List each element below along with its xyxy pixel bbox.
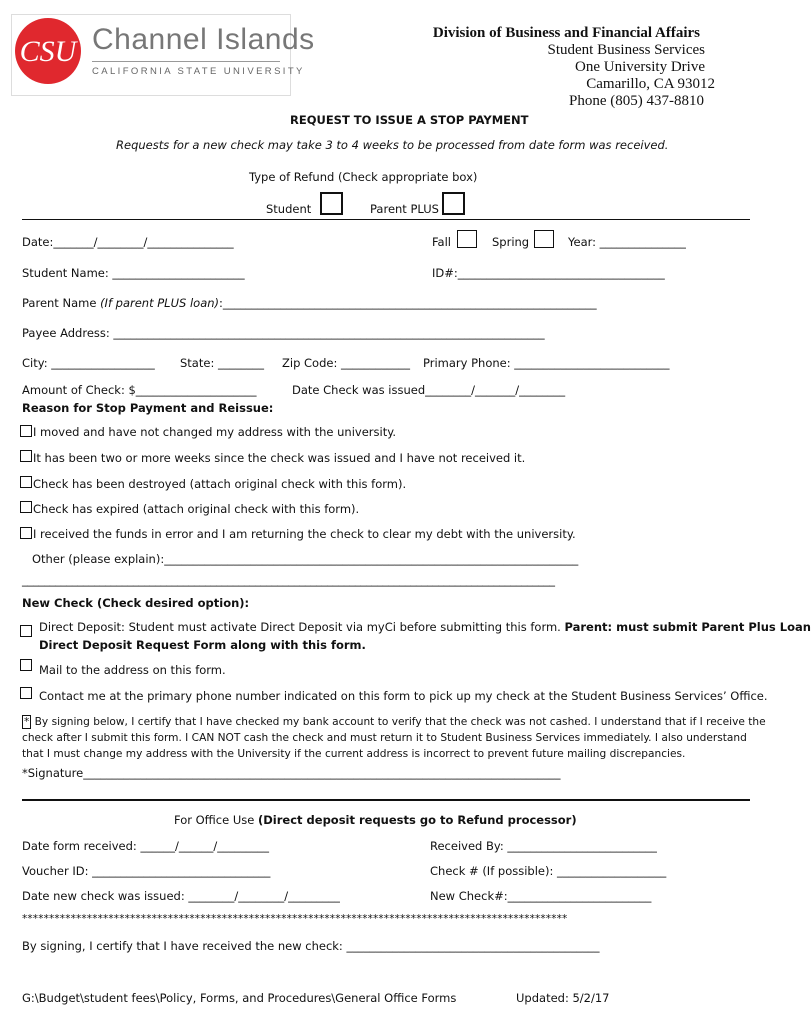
office-use-label: For Office Use — [174, 813, 258, 827]
footer-updated: Updated: 5/2/17 — [516, 991, 610, 1005]
university-logo — [11, 14, 315, 96]
disclaimer-body: By signing below, I certify that I have checked my bank account to verify that the check was not cashed. I understand that if I receive the check after I submit this form. I CAN NOT cash the check and must return it to Student Business Services immediately. I also understand that I must change my address with the University if the current address is incorrect to prevent future mailing discrepancies. — [22, 716, 766, 760]
direct-deposit-checkbox[interactable] — [20, 625, 32, 637]
parent-plus-label: Parent PLUS — [370, 202, 439, 216]
new-check-heading: New Check (Check desired option): — [22, 596, 250, 610]
form-subtitle: Requests for a new check may take 3 to 4 weeks to be processed from date form was received. — [116, 138, 669, 152]
reason-checkbox[interactable] — [20, 450, 32, 462]
reason-option: Check has expired (attach original check with this form). — [33, 502, 360, 516]
logo-name: Channel Islands — [92, 23, 315, 56]
new-check-date-field[interactable]: Date new check was issued: ________/________/_________ — [22, 889, 340, 903]
date-issued-field[interactable]: Date Check was issued________/_______/________ — [292, 383, 566, 397]
new-check-number-field[interactable]: New Check#:_________________________ — [430, 889, 652, 903]
other-explain-field[interactable]: Other (please explain):________________________________________________________________________ — [32, 552, 579, 566]
mail-label: Mail to the address on this form. — [39, 663, 226, 677]
amount-field[interactable]: Amount of Check: $_____________________ — [22, 383, 257, 397]
office-use-note: (Direct deposit requests go to Refund processor) — [258, 813, 577, 827]
city-address: Camarillo, CA 93012 — [586, 76, 715, 92]
reason-option: It has been two or more weeks since the check was issued and I have not received it. — [33, 451, 526, 465]
date-field[interactable]: Date:_______/________/_______________ — [22, 235, 234, 249]
receipt-certification-field[interactable]: By signing, I certify that I have received the new check: ____________________________________________ — [22, 939, 600, 953]
section-divider — [22, 219, 750, 220]
parent-plus-checkbox[interactable] — [442, 192, 465, 215]
primary-phone-field[interactable]: Primary Phone: ___________________________ — [423, 356, 670, 370]
city-field[interactable]: City: __________________ — [22, 356, 155, 370]
date-received-field[interactable]: Date form received: ______/______/_________ — [22, 839, 269, 853]
office-use-heading — [174, 813, 577, 827]
footer-file-path: G:\Budget\student fees\Policy, Forms, and Procedures\General Office Forms — [22, 991, 457, 1005]
parent-name-hint: (If parent PLUS loan) — [100, 296, 220, 310]
refund-type-prompt: Type of Refund (Check appropriate box) — [249, 170, 478, 184]
parent-name-line: :_________________________________________________________________ — [219, 296, 597, 310]
reason-checkbox[interactable] — [20, 476, 32, 488]
voucher-id-field[interactable]: Voucher ID: _______________________________ — [22, 864, 271, 878]
logo-monogram: CSU — [19, 35, 77, 68]
certification-text — [22, 714, 770, 762]
reason-checkbox[interactable] — [20, 501, 32, 513]
reason-option: Check has been destroyed (attach original check with this form). — [33, 477, 407, 491]
student-name-field[interactable]: Student Name: _______________________ — [22, 266, 245, 280]
logo-divider — [92, 61, 280, 62]
id-field[interactable]: ID#:____________________________________ — [432, 266, 665, 280]
contact-checkbox[interactable] — [20, 687, 32, 699]
parent-name-field[interactable] — [22, 296, 597, 310]
form-title: REQUEST TO ISSUE A STOP PAYMENT — [290, 113, 529, 127]
office-use-divider — [22, 799, 750, 801]
division-name: Division of Business and Financial Affairs — [432, 25, 700, 41]
street-address: One University Drive — [575, 59, 705, 75]
direct-deposit-parent-note-2: Direct Deposit Request Form along with this form. — [39, 638, 366, 652]
reason-heading: Reason for Stop Payment and Reissue: — [22, 401, 274, 415]
received-by-field[interactable]: Received By: __________________________ — [430, 839, 657, 853]
office-phone: Phone (805) 437-8810 — [569, 93, 704, 109]
year-field[interactable]: Year: _______________ — [568, 235, 686, 249]
logo-subtitle: CALIFORNIA STATE UNIVERSITY — [92, 66, 305, 77]
state-field[interactable]: State: ________ — [180, 356, 264, 370]
office-name: Student Business Services — [547, 42, 705, 58]
contact-label: Contact me at the primary phone number indicated on this form to pick up my check at the Student Business Services’ Office. — [39, 689, 768, 703]
direct-deposit-parent-note: Parent: must submit Parent Plus Loan — [564, 620, 811, 634]
fall-checkbox[interactable] — [457, 230, 477, 248]
reason-checkbox[interactable] — [20, 425, 32, 437]
reason-option: I received the funds in error and I am returning the check to clear my debt with the university. — [33, 527, 576, 541]
check-number-field[interactable]: Check # (If possible): ___________________ — [430, 864, 667, 878]
reason-option: I moved and have not changed my address with the university. — [33, 425, 397, 439]
other-explain-line[interactable]: ________________________________________________________________________________________________ — [22, 573, 555, 587]
fall-label: Fall — [432, 235, 451, 249]
spring-label: Spring — [492, 235, 530, 249]
direct-deposit-text: Direct Deposit: Student must activate Direct Deposit via myCi before submitting this form. — [39, 620, 565, 634]
direct-deposit-label — [39, 620, 811, 634]
signature-field[interactable]: *Signature___________________________________________________________________________________ — [22, 766, 561, 780]
reason-checkbox[interactable] — [20, 527, 32, 539]
disclaimer-star: * — [24, 716, 30, 728]
zip-field[interactable]: Zip Code: ____________ — [282, 356, 410, 370]
student-checkbox[interactable] — [320, 192, 343, 215]
star-separator: ***************************************************************************************************** — [22, 913, 568, 925]
student-label: Student — [266, 202, 312, 216]
parent-name-label: Parent Name — [22, 296, 101, 310]
mail-checkbox[interactable] — [20, 659, 32, 671]
payee-address-field[interactable]: Payee Address: ___________________________________________________________________________ — [22, 326, 545, 340]
spring-checkbox[interactable] — [534, 230, 554, 248]
